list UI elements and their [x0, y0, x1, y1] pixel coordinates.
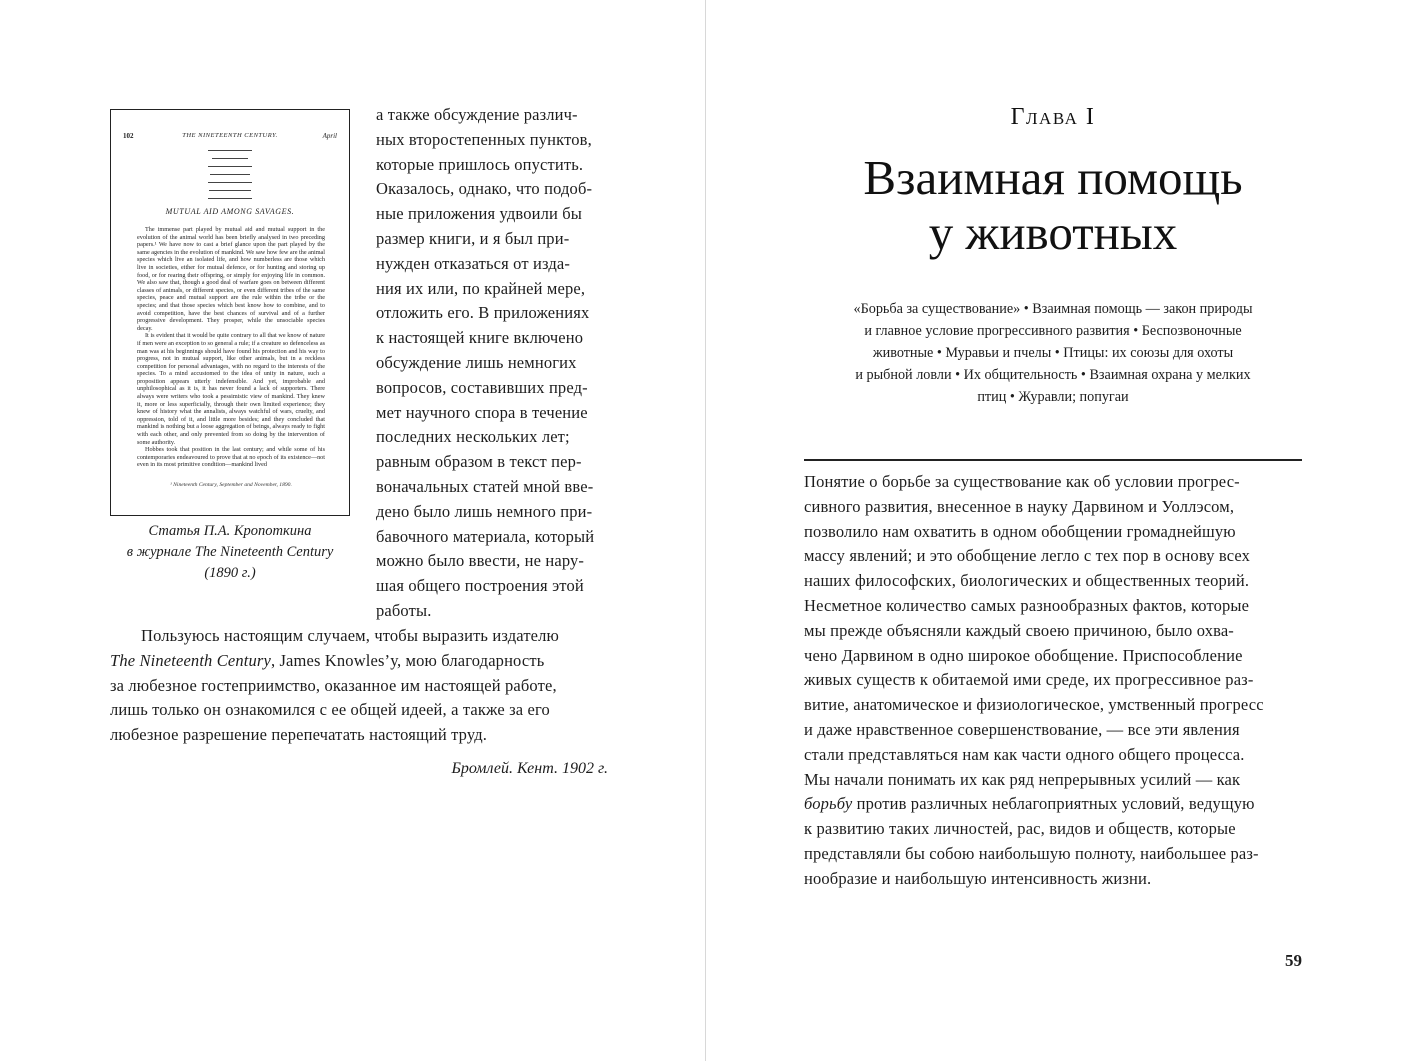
text-line: нообразие и наибольшую интенсивность жизни. — [804, 868, 1152, 888]
facsimile-rules — [111, 150, 349, 202]
image-caption — [110, 521, 350, 584]
facsimile-header — [123, 132, 337, 144]
text-line: Несметное количество самых разнообразных фактов, которые — [804, 595, 1250, 615]
summary-line: животные • Муравьи и пчелы • Птицы: их союзы для охоты — [872, 345, 1234, 361]
summary-line: и рыбной ловли • Их общительность • Взаимная охрана у мелких — [855, 367, 1251, 383]
text-line: нужден отказаться от изда- — [376, 253, 570, 273]
text-line: равным образом в текст пер- — [376, 452, 582, 472]
summary-line: птиц • Журавли; попугаи — [977, 389, 1129, 405]
facsimile-footnote: ¹ Nineteenth Century, September and November, 1890. — [170, 482, 292, 488]
book-gutter — [705, 0, 706, 1061]
text-line: к развитию таких личностей, рас, видов и обществ, которые — [804, 819, 1236, 839]
facsimile-month: April — [322, 132, 337, 140]
text-line: последних нескольких лет; — [376, 427, 570, 447]
summary-line: и главное условие прогрессивного развития • Беспозвоночные — [864, 323, 1242, 339]
text-line: представляли бы собою наибольшую полноту, наибольшее раз- — [804, 843, 1259, 863]
facsimile-body — [137, 226, 325, 469]
text-line: шая общего построения этой — [376, 576, 584, 596]
text-line: которые пришлось опустить. — [376, 154, 584, 174]
facsimile-running-head: THE NINETEENTH CENTURY. — [182, 132, 278, 139]
text-line: отложить его. В приложениях — [376, 303, 590, 323]
text-line: чено Дарвином в одно широкое обобщение. Приспособление — [804, 645, 1243, 665]
chapter-title-line: Взаимная помощь — [863, 150, 1243, 205]
text-line: бавочного материала, который — [376, 526, 595, 546]
text-line: вопросов, составивших пред- — [376, 377, 588, 397]
section-divider — [804, 459, 1302, 461]
chapter-body-text — [804, 470, 1302, 892]
text-line — [110, 649, 608, 674]
facsimile-paragraph: The immense part played by mutual aid and mutual support in the evolution of the animal world has been briefly analysed in two preceding papers.¹ We have now to cast a brief glance upon the part played by the same agencies in the evolution of mankind. We saw how few are the animal species which live an isolated life, and how numberless are those which live in societies, either for mutual defence, or for hunting and storing up food, or for rearing their offspring, or simply for enjoying life in common. We also saw that, though a good deal of warfare goes on between different classes of animals, or different species, or even different tribes of the same species, peace and mutual support are the rule within the tribe or the species; and that those species which best know how to combine, and to avoid competition, have the best chances of survival and of a further progressive development. They prosper, while the unsociable species decay. — [137, 226, 325, 332]
text-line: размер книги, и я был при- — [376, 228, 570, 248]
caption-line: в журнале The Nineteenth Century — [126, 544, 334, 560]
text-line: к настоящей книге включено — [376, 328, 584, 348]
text-line: можно было ввести, не нару- — [376, 551, 585, 571]
text-line: мет научного спора в течение — [376, 402, 588, 422]
text-line: обсуждение лишь немногих — [376, 352, 577, 372]
text-fragment: , James Knowles’у, мою благодарность — [270, 650, 545, 670]
emphasized-word: борьбу — [804, 794, 853, 814]
facsimile-paragraph: It is evident that it would be quite contrary to all that we know of nature if men were an exception to so general a rule; if a creature so defenceless as man was at his beginnings should have found his protection and his way to progress, not in mutual support, like other animals, but in a reckless competition for personal advantages, with no regard to the interests of the species. To a mind accustomed to the idea of unity in nature, such a proposition appears utterly indefensible. And yet, improbable and unphilosophical as it is, it has never found a lack of supporters. There always were writers who took a pessimistic view of mankind. They knew it, more or less superficially, through their own limited experience; they knew of history what the annalists, always watchful of wars, cruelty, and oppression, told of it, and little more besides; and they concluded that mankind is nothing but a loose aggregation of beings, always ready to fight with each other, and only prevented from so doing by the intervention of some authority. — [137, 332, 325, 446]
text-line: Пользуюсь настоящим случаем, чтобы выразить издателю — [141, 626, 560, 645]
journal-name: The Nineteenth Century — [110, 650, 271, 670]
text-line: ных второстепенных пунктов, — [376, 129, 592, 149]
facsimile-page-number: 102 — [123, 132, 134, 140]
text-line: позволило нам охватить в одном обобщении громаднейшую — [804, 521, 1236, 541]
text-line: стали представляться нам как части одного общего процесса. — [804, 744, 1245, 764]
text-line: а также обсуждение различ- — [376, 105, 578, 124]
text-line: и даже нравственное совершенствование, — все эти явления — [804, 719, 1240, 739]
chapter-label: Глава I — [1010, 104, 1096, 130]
text-line: ные приложения удвоили бы — [376, 204, 583, 224]
page-number: 59 — [1285, 951, 1302, 970]
text-line: ния их или, по крайней мере, — [376, 278, 586, 298]
text-line: любезное разрешение перепечатать настоящий труд. — [110, 725, 488, 745]
text-line: за любезное гостеприимство, оказанное им настоящей работе, — [110, 675, 557, 695]
text-line: лишь только он ознакомился с ее общей идеей, а также за его — [110, 700, 550, 720]
text-fragment: против различных неблагоприятных условий, ведущую — [852, 794, 1255, 814]
facsimile-paragraph: Hobbes took that position in the last century; and while some of his contemporaries endeavoured to prove that at no epoch of its existence—not even in its most primitive condition—mankind lived — [137, 446, 325, 469]
chapter-title — [780, 150, 1326, 260]
chapter-summary — [804, 298, 1302, 408]
text-line: наших философских, биологических и общественных теорий. — [804, 571, 1250, 591]
text-line — [804, 792, 1302, 817]
text-line: Мы начали понимать их как ряд непрерывных усилий — как — [804, 769, 1241, 789]
text-line: живых существ к обитаемой ими среде, их прогрессивное раз- — [804, 670, 1254, 690]
chapter-title-line: у животных — [928, 205, 1178, 260]
text-line: сивного развития, внесенное в науку Дарвином и Уоллэсом, — [804, 496, 1235, 516]
summary-line: «Борьба за существование» • Взаимная помощь — закон природы — [853, 301, 1253, 317]
preface-closing-paragraph — [110, 624, 608, 748]
preface-column-text — [376, 103, 608, 624]
facsimile-title: MUTUAL AID AMONG SAVAGES. — [165, 207, 295, 216]
caption-line: (1890 г.) — [204, 565, 256, 581]
preface-signature: Бромлей. Кент. 1902 г. — [451, 760, 608, 777]
text-line: воначальных статей мной вве- — [376, 476, 594, 496]
text-line: витие, анатомическое и физиологическое, умственный прогресс — [804, 695, 1264, 715]
text-line: массу явлений; и это обобщение легло с тех пор в основу всех — [804, 546, 1251, 566]
text-line: дено было лишь немного при- — [376, 501, 593, 521]
text-line: работы. — [376, 600, 432, 620]
text-line: мы прежде объясняли каждый своею причиною, было охва- — [804, 620, 1234, 640]
caption-line: Статья П.А. Кропоткина — [148, 523, 312, 539]
text-line: Понятие о борьбе за существование как об условии прогрес- — [804, 472, 1240, 491]
text-line: Оказалось, однако, что подоб- — [376, 179, 593, 199]
journal-page-facsimile — [110, 109, 350, 516]
